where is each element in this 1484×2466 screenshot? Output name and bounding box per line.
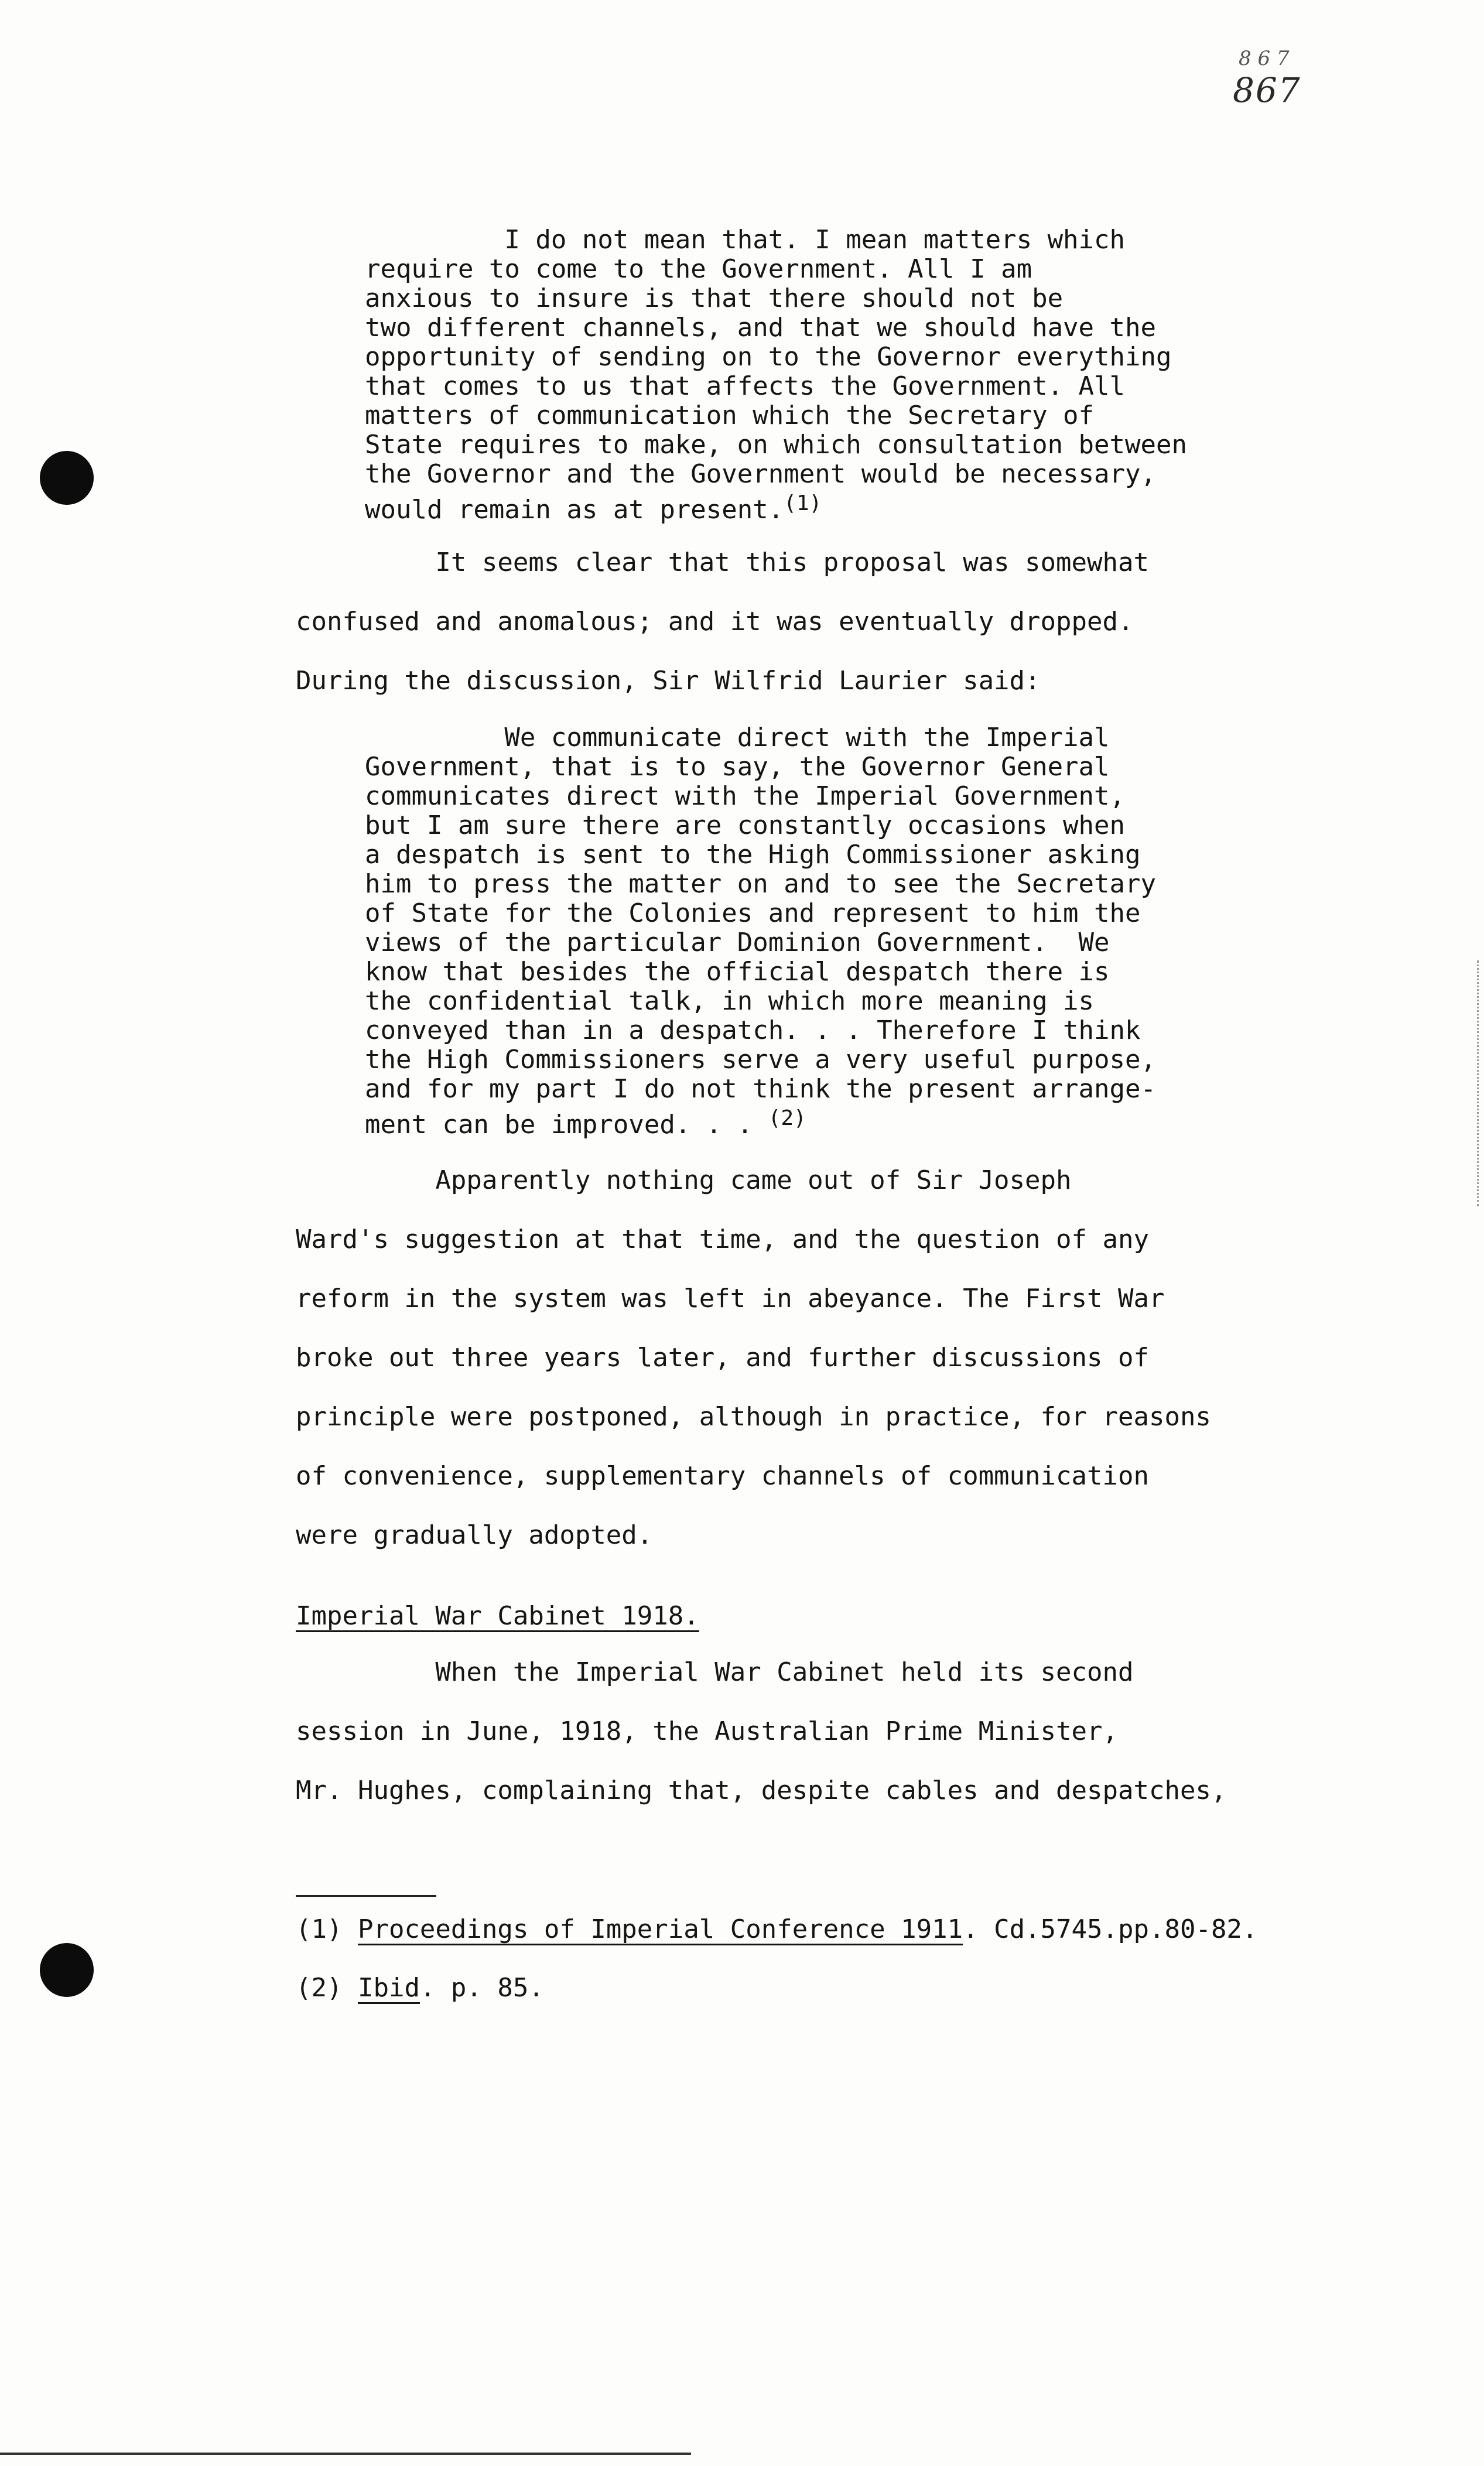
quote-line: two different channels, and that we should have the <box>365 313 1157 343</box>
paragraph-imperial-war-cabinet <box>296 1643 1373 1820</box>
footnote-1-citation: . Cd.5745.pp.80-82. <box>963 1914 1258 1944</box>
footnote-divider <box>296 1895 436 1897</box>
quote-line: views of the particular Dominion Government. We <box>365 928 1110 957</box>
paragraph-line: When the Imperial War Cabinet held its second <box>296 1657 1134 1687</box>
quote-line: communicates direct with the Imperial Government, <box>365 781 1126 811</box>
paragraph-line: It seems clear that this proposal was somewhat <box>296 548 1149 577</box>
quote-line: opportunity of sending on to the Governor everything <box>365 342 1172 372</box>
punch-hole-top <box>40 451 94 505</box>
paragraph-proposal-dropped <box>296 533 1373 710</box>
footnote-1 <box>296 1914 1257 1944</box>
margin-scan-marks <box>1477 960 1481 1206</box>
punch-hole-bottom <box>40 1943 94 1997</box>
paragraph-line: Apparently nothing came out of Sir Joseph <box>296 1165 1072 1195</box>
footnotes <box>296 1900 1257 2017</box>
paragraph-line: reform in the system was left in abeyance. The First War <box>296 1284 1165 1314</box>
quote-line: We communicate direct with the Imperial <box>365 723 1110 753</box>
quote-line: the confidential talk, in which more meaning is <box>365 986 1095 1016</box>
footnote-2-mark: (2) <box>296 1973 358 2003</box>
paragraph-line: broke out three years later, and further discussions of <box>296 1343 1149 1373</box>
quote-line: know that besides the official despatch there is <box>365 957 1110 987</box>
section-heading: Imperial War Cabinet 1918. <box>296 1601 699 1631</box>
paragraph-line: session in June, 1918, the Australian Prime Minister, <box>296 1716 1118 1746</box>
footnote-ref-1: (1) <box>784 491 822 515</box>
paragraph-line: Ward's suggestion at that time, and the question of any <box>296 1225 1149 1254</box>
quote-line: I do not mean that. I mean matters which <box>365 225 1126 255</box>
bottom-edge-line <box>0 2453 691 2455</box>
block-quote-ward <box>365 225 1314 525</box>
quote-line: ment can be improved. . . <box>365 1110 768 1140</box>
paragraph-ward-suggestion <box>296 1151 1373 1565</box>
footnote-1-title: Proceedings of Imperial Conference 1911 <box>357 1914 963 1944</box>
footnote-2 <box>296 1973 544 2003</box>
paragraph-line: Mr. Hughes, complaining that, despite cables and despatches, <box>296 1776 1227 1805</box>
quote-line: conveyed than in a despatch. . . Therefore I think <box>365 1015 1141 1045</box>
quote-line: him to press the matter on and to see the Secretary <box>365 869 1157 899</box>
quote-line: the High Commissioners serve a very useful purpose, <box>365 1045 1157 1075</box>
quote-line: a despatch is sent to the High Commissioner asking <box>365 840 1141 870</box>
quote-line: would remain as at present. <box>365 495 784 525</box>
paragraph-line: of convenience, supplementary channels of communication <box>296 1461 1149 1491</box>
paragraph-line: principle were postponed, although in practice, for reasons <box>296 1402 1211 1432</box>
quote-line: that comes to us that affects the Government. All <box>365 371 1126 401</box>
page-number-scribble: 8 6 7 <box>1239 47 1290 70</box>
quote-line: Government, that is to say, the Governor General <box>365 752 1110 782</box>
footnote-2-citation: . p. 85. <box>419 1973 544 2003</box>
quote-line: but I am sure there are constantly occasions when <box>365 810 1126 840</box>
quote-line: State requires to make, on which consultation between <box>365 430 1187 460</box>
paragraph-line: confused and anomalous; and it was eventually dropped. <box>296 607 1134 637</box>
quote-line: and for my part I do not think the present arrange- <box>365 1074 1157 1104</box>
page-number: 867 <box>1233 70 1301 110</box>
quote-line: of State for the Colonies and represent to him the <box>365 898 1141 928</box>
block-quote-laurier <box>365 723 1314 1140</box>
paragraph-line: During the discussion, Sir Wilfrid Laurier said: <box>296 666 1041 696</box>
footnote-2-title: Ibid <box>357 1973 420 2003</box>
quote-line: matters of communication which the Secretary of <box>365 401 1095 430</box>
quote-line: anxious to insure is that there should not be <box>365 283 1064 313</box>
quote-line: the Governor and the Government would be necessary, <box>365 459 1157 489</box>
quote-line: require to come to the Government. All I am <box>365 254 1032 284</box>
footnote-ref-2: (2) <box>768 1106 806 1130</box>
paragraph-line: were gradually adopted. <box>296 1520 653 1550</box>
footnote-1-mark: (1) <box>296 1914 358 1944</box>
